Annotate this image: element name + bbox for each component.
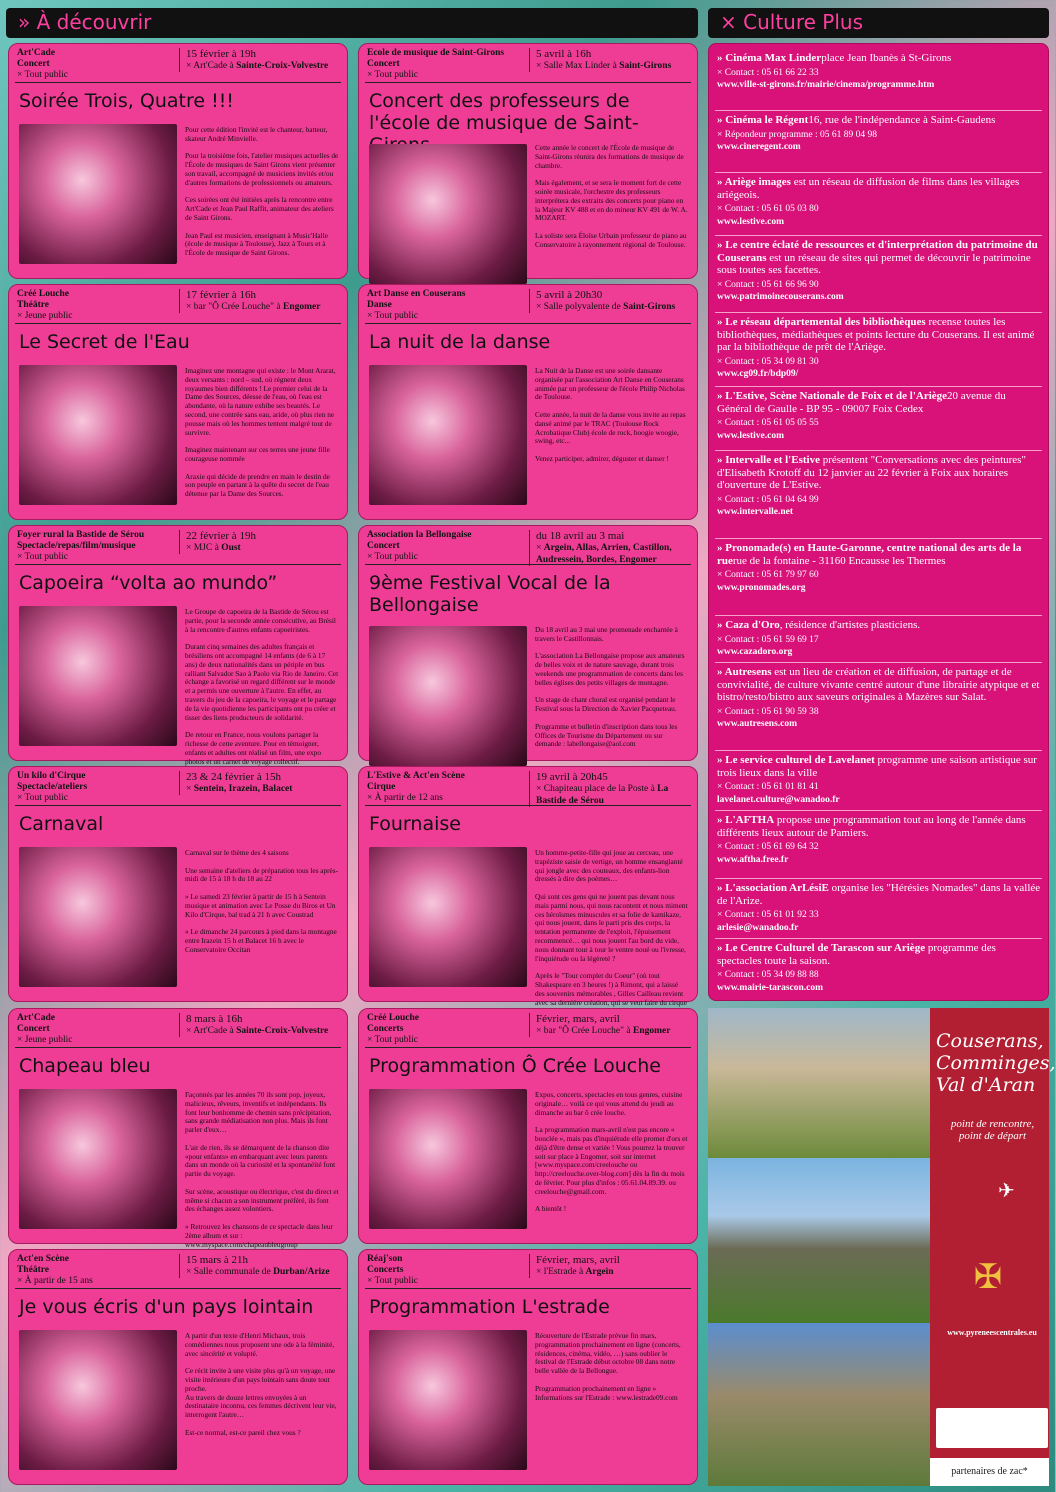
divider bbox=[15, 1288, 341, 1289]
culture-item-desc: présentent "Conversations avec des peintures" d'Elisabeth Krotoff du 12 janvier au 22 février à Foix aux horaires d'ouverture de L'Estive. bbox=[717, 454, 1026, 491]
event-card bbox=[8, 1008, 348, 1249]
ad-title: Couserans, Comminges, Val d'Aran bbox=[936, 1030, 1056, 1096]
culture-plus-panel bbox=[708, 43, 1049, 1001]
event-photo bbox=[19, 606, 177, 746]
culture-item bbox=[717, 114, 1043, 154]
culture-item-name: » L'association ArLésiE bbox=[717, 882, 829, 894]
culture-item-name: » Cinéma le Régent bbox=[717, 114, 809, 126]
divider bbox=[15, 323, 341, 324]
event-category: Théâtre bbox=[17, 300, 50, 310]
divider bbox=[715, 110, 1042, 111]
divider bbox=[715, 312, 1042, 313]
event-audience: × Tout public bbox=[367, 70, 418, 80]
event-card bbox=[358, 1008, 698, 1244]
culture-item bbox=[717, 316, 1043, 381]
event-photo bbox=[369, 365, 527, 505]
event-category: Concert bbox=[367, 59, 400, 69]
event-date: 15 mars à 21h bbox=[186, 1254, 249, 1266]
event-meta bbox=[367, 530, 527, 563]
event-description: Cette année le concert de l'École de musique de Saint-Girons réunira des formations de musique de chambre. Mais également, et se sera le moment fort de cette soirée musicale, l'orchestre des professeurs interprétera des extraits des concerts pour piano en la Majeur KV 488 et en do mineur KV 491 de W. A. MOZART. La soliste sera Éloïse Urbain professeur de piano au Conservatoire à rayonnement régional de Toulouse. bbox=[535, 143, 688, 249]
event-description: Carnaval sur le thème des 4 saisons Une semaine d'ateliers de préparation tous les après-midi de 15 à 18 h du 18 au 22 » Le samedi 23 février à partir de 15 h à Sentein musique et animation avec Le Posse du Biros et Un Kilo d'Cirque, bal trad à 21 h avec Coustrad » Le dimanche 24 parcours à pied dans la montagne entre Irazein 15 h et Balacet 16 h avec le Conservatoire Occitan bbox=[185, 848, 339, 954]
event-description: Le Groupe de capoeira de la Bastide de Sérou est partie, pour la seconde année consécutive, au Brésil à la rencontre d'autres enfants capoeiristes. Durant cinq semaines des adultes français et brésiliens ont accompagné 14 enfants (de 6 à 17 ans) de deux nationalités dans un périple en bus ralliant Salvador Sao à Paolo via Rio de Janeiro. Cet échange a favorisé un regard différent sur le monde et a permis une ouverture à l'autre. En effet, au travers du jeu de la capoeira, le voyage et le partage de la vie quotidienne les participants ont pu créer et tisser des liens producteurs de solidarité. De retour en France, nous voulons partager la richesse de cette aventure. Pour en témoigner, enfants et adultes ont réalisé un film, une expo photos et un carnet de voyage collectif. bbox=[185, 607, 339, 766]
event-when bbox=[179, 1013, 341, 1037]
event-title: Chapeau bleu bbox=[19, 1055, 151, 1077]
event-when bbox=[179, 48, 341, 72]
event-place-town: Engomer bbox=[633, 1026, 671, 1036]
culture-item bbox=[717, 390, 1043, 442]
culture-item-name: » Intervalle et l'Estive bbox=[717, 454, 820, 466]
event-place-prefix: × bbox=[186, 784, 194, 794]
event-when bbox=[179, 530, 341, 554]
event-description: Réouverture de l'Estrade prévue fin mars, programmation prochainement en ligne (concerts, résidences, cinéma, vidéo, …) sans oublier le festival de l'Estrade début octobre 08 dans notre belle vallée de la Bellongue. Programmation prochainement en ligne » Informations sur l'Estrade : www.lestrade09.com bbox=[535, 1331, 681, 1402]
event-organizer: L'Estive & Act'en Scène bbox=[367, 771, 465, 781]
event-photo bbox=[19, 365, 177, 505]
event-place-town: Oust bbox=[221, 543, 241, 553]
ad-url[interactable]: www.pyreneescentrales.eu bbox=[947, 1328, 1037, 1337]
event-audience: × Tout public bbox=[367, 311, 418, 321]
culture-item bbox=[717, 454, 1043, 519]
divider bbox=[365, 1288, 691, 1289]
event-meta bbox=[367, 48, 527, 81]
event-place bbox=[536, 783, 691, 807]
culture-item-name: » Caza d'Oro bbox=[717, 619, 780, 631]
event-date: 5 avril à 16h bbox=[536, 48, 592, 60]
event-audience: × Tout public bbox=[17, 70, 68, 80]
event-description: A partir d'un texte d'Henri Michaux, trois comédiennes nous proposent une ode à la féminité, avec sincérité et volupté. Ce récit invite à une visite plus qu'à un voyage, une visite intérieure d'un pays lointain sans doute tout proche. Au travers de douze lettres envoyées à un destinataire inconnu, ces femmes décrivent leur vie, interrogent l'autre… Est-ce normal, est-ce pareil chez vous ? bbox=[185, 1331, 337, 1437]
event-meta bbox=[17, 1013, 177, 1046]
event-title: Concert des professeurs de l'école de musique de Saint- bbox=[369, 90, 639, 134]
event-place bbox=[536, 60, 691, 72]
event-photo bbox=[369, 1330, 527, 1470]
divider bbox=[715, 450, 1042, 451]
event-photo bbox=[369, 1089, 527, 1229]
culture-item-link[interactable]: www.lestive.com bbox=[717, 216, 785, 227]
event-card bbox=[358, 284, 698, 520]
event-organizer: Art'Cade bbox=[17, 1013, 55, 1023]
event-place bbox=[186, 1025, 341, 1037]
culture-item-name: » L'AFTHA bbox=[717, 814, 775, 826]
event-place bbox=[186, 783, 341, 795]
event-category: Concert bbox=[17, 1024, 50, 1034]
section-header-culture: × Culture Plus bbox=[708, 8, 1049, 38]
event-date: 15 février à 19h bbox=[186, 48, 256, 60]
culture-item-link[interactable]: www.autresens.com bbox=[717, 719, 798, 729]
event-date: Février, mars, avril bbox=[536, 1013, 620, 1025]
culture-item bbox=[717, 176, 1043, 228]
culture-item-desc: 16, rue de l'indépendance à Saint-Gaudens bbox=[808, 114, 996, 126]
event-place-town: Sainte-Croix-Volvestre bbox=[236, 1026, 329, 1036]
culture-item-desc: programme des spectacles toute la saison. bbox=[717, 942, 996, 967]
event-when bbox=[529, 1254, 691, 1278]
event-place bbox=[186, 301, 341, 313]
divider bbox=[715, 938, 1042, 939]
culture-item-desc: programme une saison artistique sur trois lieux dans la ville bbox=[717, 754, 1037, 779]
culture-item-desc: organise les "Hérésies Nomades" dans la vallée de l'Arize. bbox=[717, 882, 1041, 907]
culture-item-contact: × Répondeur programme : 05 61 89 04 98 bbox=[717, 129, 877, 140]
divider bbox=[365, 323, 691, 324]
divider bbox=[15, 805, 341, 806]
culture-item-desc: recense toutes les bibliothèques, médiathèques et points lecture du Couserans. Il est animé par la bibliothèque de prêt de l'Ariège. bbox=[717, 316, 1035, 353]
divider bbox=[15, 1047, 341, 1048]
event-audience: × Tout public bbox=[367, 1035, 418, 1045]
event-category: Cirque bbox=[367, 782, 396, 792]
tourism-ad bbox=[708, 1008, 1056, 1486]
event-meta bbox=[367, 1254, 527, 1287]
event-date: 23 & 24 février à 15h bbox=[186, 771, 281, 783]
culture-item-link[interactable]: www.ville-st-girons.fr/mairie/cinema/programme.htm bbox=[717, 80, 935, 90]
event-category: Concert bbox=[367, 541, 400, 551]
event-place-town: Argein, Allas, Arrien, Castillon, Audressein, Bordes, Engomer bbox=[536, 543, 672, 565]
event-card bbox=[8, 766, 348, 1002]
event-audience: × Tout public bbox=[367, 552, 418, 562]
event-when bbox=[529, 530, 691, 566]
event-place-prefix: × Salle Max Linder à bbox=[536, 61, 620, 71]
culture-item bbox=[717, 52, 1043, 92]
culture-item-desc: propose une programmation tout au long de l'année dans différents lieux autour de Pamiers. bbox=[717, 814, 1026, 839]
event-description: Expos, concerts, spectacles en tous genres, cuisine originale… voilà ce qui vous attend du jeudi au dimanche au bar ô crée louche. La programmation mars-avril n'est pas encore « bouclée », mais pas d'inquiétude elle promet d'ors et déjà d'être dense et variée ! Vous pourrez la trouver soit sur place à Engomer, soit sur internet [www.myspace.com/creelouche ou http://creelouche.over-blog.com] dès la fin du mois de février. Pour plus d'infos : 05.61.04.89.39. ou creelouche@gmail.com. A bientôt ! bbox=[535, 1090, 688, 1214]
partner-logos bbox=[936, 1408, 1048, 1448]
culture-item-contact: × Contact : 05 34 09 88 88 bbox=[717, 970, 819, 980]
event-category: Concerts bbox=[367, 1265, 404, 1275]
event-meta bbox=[17, 771, 177, 804]
culture-item bbox=[717, 542, 1043, 594]
event-place bbox=[536, 1266, 691, 1278]
divider bbox=[715, 810, 1042, 811]
culture-item-name: » Cinéma Max Linder bbox=[717, 52, 822, 64]
culture-item-contact: × Contact : 05 61 05 03 80 bbox=[717, 204, 819, 214]
culture-item bbox=[717, 754, 1043, 806]
culture-item-name: » Le centre éclaté de ressources et d'interprétation du patrimoine du Couserans bbox=[717, 239, 1038, 264]
culture-item-contact: × Contact : 05 61 59 69 17 bbox=[717, 634, 819, 645]
event-title: Le Secret de l'Eau bbox=[19, 331, 190, 353]
culture-item-desc: place Jean Ibanès à St-Girons bbox=[821, 52, 952, 64]
event-when bbox=[529, 1013, 691, 1037]
culture-item-contact: × Contact : 05 34 09 81 30 bbox=[717, 356, 819, 367]
event-card bbox=[358, 766, 698, 1007]
divider bbox=[365, 1047, 691, 1048]
culture-item bbox=[717, 666, 1043, 731]
event-place-prefix: × Art'Cade à bbox=[186, 61, 237, 71]
event-when bbox=[179, 771, 341, 795]
event-when bbox=[179, 1254, 341, 1278]
event-category: Spectacle/repas/film/musique bbox=[17, 541, 136, 551]
event-place-town: Engomer bbox=[283, 302, 321, 312]
event-category: Concerts bbox=[367, 1024, 404, 1034]
event-place-town: Argein bbox=[585, 1267, 614, 1277]
event-audience: × Tout public bbox=[17, 552, 68, 562]
event-photo bbox=[19, 1089, 177, 1229]
event-audience: × Jeune public bbox=[17, 1035, 73, 1045]
culture-item bbox=[717, 814, 1043, 866]
event-place-prefix: × MJC à bbox=[186, 543, 222, 553]
event-when bbox=[529, 771, 691, 807]
event-meta bbox=[367, 771, 527, 804]
culture-item-desc: est un réseau de sites qui permet de découvrir le patrimoine sous toutes ses facettes. bbox=[717, 251, 1031, 276]
event-date: Février, mars, avril bbox=[536, 1254, 620, 1266]
event-audience: × À partir de 12 ans bbox=[367, 793, 443, 803]
culture-item-link[interactable]: www.cineregent.com bbox=[717, 142, 801, 152]
event-description: Imaginez une montagne qui existe : le Mont Ararat, deux versants : nord – sud, où régnent deux royaumes bien différents ! Le premier celui de la Dame des Sources, déesse de l'eau, où l'eau est abondante, où la nature exhibe ses beautés. Le second, une contrée sans eau, aride, où plus rien ne pousse mais où les hommes tentent malgré tout de survivre. Imaginez maintenant sur ces terres une jeune fille courageuse nommée Araxie qui décide de prendre en main le destin de son peuple en partant à la quête du secret de l'eau détenue par la Dame des Sources. bbox=[185, 366, 336, 499]
culture-item-link[interactable]: arlesie@wanadoo.fr bbox=[717, 922, 799, 933]
culture-item-link[interactable]: www.patrimoinecouserans.com bbox=[717, 292, 844, 302]
event-meta bbox=[17, 48, 177, 81]
event-audience: × À partir de 15 ans bbox=[17, 1276, 93, 1286]
event-photo bbox=[19, 1330, 177, 1470]
culture-item-name: » L'Estive, Scène Nationale de Foix et de l'Ariège bbox=[717, 390, 948, 402]
event-description: La Nuit de la Danse est une soirée dansante organisée par l'association Art Danse en Couserans animée par un professeur de l'école Philip Nicholas de Toulouse. Cette année, la nuit de la danse vous invite au repas dansé animé par le TRAC (Toulouse Rock Acrobatique Club) école de rock, boogie woogie, swing, etc... Venez participer, admirer, déguster et danser ! bbox=[535, 366, 686, 463]
event-title: 9ème Festival Vocal de la Bellongaise bbox=[369, 572, 611, 616]
event-place-town: Saint-Girons bbox=[623, 302, 676, 312]
divider bbox=[715, 615, 1042, 616]
culture-item-desc: , résidence d'artistes plasticiens. bbox=[779, 619, 921, 631]
culture-item-desc: 20 avenue du Général de Gaulle - BP 95 - 09007 Foix Cedex bbox=[717, 390, 1006, 415]
divider bbox=[715, 750, 1042, 751]
culture-item-desc: est un réseau de diffusion de films dans les villages ariégeois. bbox=[717, 176, 1020, 201]
event-category: Théâtre bbox=[17, 1265, 50, 1275]
divider bbox=[15, 82, 341, 83]
event-photo bbox=[369, 626, 527, 766]
event-place-prefix: × bar "Ô Crée Louche" à bbox=[536, 1026, 633, 1036]
culture-item-contact: × Contact : 05 61 90 59 38 bbox=[717, 706, 819, 717]
culture-item-desc: rue de la fontaine - 31160 Encausse les Thermes bbox=[732, 554, 946, 567]
event-meta bbox=[17, 289, 177, 322]
divider bbox=[715, 172, 1042, 173]
event-meta bbox=[367, 1013, 527, 1046]
event-card bbox=[8, 1249, 348, 1485]
event-title: Carnaval bbox=[19, 813, 104, 835]
event-card bbox=[358, 43, 698, 279]
event-place-prefix: × Salle polyvalente de bbox=[536, 302, 624, 312]
event-when bbox=[529, 289, 691, 313]
culture-item-link[interactable]: lavelanet.culture@wanadoo.fr bbox=[717, 794, 840, 805]
divider bbox=[15, 564, 341, 565]
event-photo bbox=[369, 847, 527, 987]
culture-item bbox=[717, 619, 1043, 659]
culture-item-contact: × Contact : 05 61 66 96 90 bbox=[717, 279, 819, 290]
event-date: du 18 avril au 3 mai bbox=[536, 530, 625, 542]
event-title: Fournaise bbox=[369, 813, 461, 835]
event-date: 17 février à 16h bbox=[186, 289, 256, 301]
culture-item-link[interactable]: www.intervalle.net bbox=[717, 507, 793, 517]
divider bbox=[365, 805, 691, 806]
event-place-town: Durban/Arize bbox=[273, 1267, 330, 1277]
divider bbox=[715, 662, 1042, 663]
event-organizer: Créé Louche bbox=[17, 289, 69, 299]
event-organizer: Ecole de musique de Saint-Girons bbox=[367, 48, 505, 58]
event-organizer: Un kilo d'Cirque bbox=[17, 771, 86, 781]
event-card bbox=[358, 1249, 698, 1485]
event-date: 22 février à 19h bbox=[186, 530, 256, 542]
culture-item-contact: × Contact : 05 61 05 05 55 bbox=[717, 418, 819, 428]
event-place bbox=[186, 60, 341, 72]
divider bbox=[715, 386, 1042, 387]
culture-item-name: » Le Centre Culturel de Tarascon sur Ariège bbox=[717, 942, 926, 954]
event-category: Spectacle/ateliers bbox=[17, 782, 88, 792]
culture-item-contact: × Contact : 05 61 01 81 41 bbox=[717, 782, 819, 792]
culture-item-link[interactable]: www.aftha.free.fr bbox=[717, 854, 789, 865]
event-place bbox=[186, 1266, 341, 1278]
event-audience: × Tout public bbox=[17, 793, 68, 803]
divider bbox=[715, 235, 1042, 236]
culture-item-link[interactable]: www.cazadoro.org bbox=[717, 647, 793, 657]
culture-item-link[interactable]: www.mairie-tarascon.com bbox=[717, 982, 824, 993]
divider bbox=[715, 538, 1042, 539]
culture-item-name: » Pronomade(s) en Haute-Garonne, centre national des arts de la rue bbox=[717, 542, 1022, 567]
divider bbox=[715, 878, 1042, 879]
event-place-prefix: × Salle communale de bbox=[186, 1267, 274, 1277]
event-place-town: Sentein, Irazein, Balacet bbox=[193, 784, 293, 794]
event-place-prefix: × Art'Cade à bbox=[186, 1026, 237, 1036]
culture-item bbox=[717, 882, 1043, 934]
culture-item-contact: × Contact : 05 61 79 97 60 bbox=[717, 570, 819, 580]
culture-item-link[interactable]: www.lestive.com bbox=[717, 430, 785, 441]
ad-partners: partenaires de zac* bbox=[930, 1458, 1049, 1486]
culture-item-link[interactable]: www.pronomades.org bbox=[717, 582, 806, 593]
culture-item bbox=[717, 942, 1043, 994]
event-place-prefix: × bbox=[536, 543, 544, 553]
event-date: 8 mars à 16h bbox=[186, 1013, 243, 1025]
ad-photo-church bbox=[708, 1323, 930, 1486]
event-photo bbox=[369, 144, 527, 284]
event-category: Danse bbox=[367, 300, 392, 310]
culture-item-link[interactable]: www.cg09.fr/bdp09/ bbox=[717, 369, 799, 379]
event-card bbox=[8, 525, 348, 766]
event-place-town: La Bastide de Sérou bbox=[536, 784, 669, 806]
event-place bbox=[536, 301, 691, 313]
culture-item-contact: × Contact : 05 61 66 22 33 bbox=[717, 67, 819, 78]
occitan-cross-icon: ✠ bbox=[973, 1259, 1003, 1296]
culture-item-contact: × Contact : 05 61 01 92 33 bbox=[717, 910, 819, 920]
event-title: Programmation Ô Crée Louche bbox=[369, 1055, 661, 1077]
culture-item-name: » Le réseau départemental des bibliothèques bbox=[717, 316, 926, 328]
event-date: 19 avril à 20h45 bbox=[536, 771, 608, 783]
section-header-discover: » À découvrir bbox=[6, 8, 698, 38]
event-photo bbox=[19, 847, 177, 987]
event-description: Du 18 avril au 3 mai une promenade enchantée à travers le Castillonnais. L'association La Bellongaise propose aux amateurs de belles voix et de nature sauvage, durant trois weekends une programmation de concerts dans les belles églises des petits villages de montagne. Un stage de chant choral est organisé pendant le Festival sous la Direction de Xavier Pacqueteau. Programme et bulletin d'inscription dans tous les Offices de Tourisme du Département ou sur demande : labellongaise@aol.com bbox=[535, 625, 685, 749]
event-place bbox=[536, 542, 691, 566]
event-title: La nuit de la danse bbox=[369, 331, 551, 353]
culture-item-name: » Autresens bbox=[717, 666, 772, 678]
event-organizer: Art'Cade bbox=[17, 48, 55, 58]
event-title: Je vous écris d'un pays lointain bbox=[19, 1296, 314, 1318]
event-organizer: Art Danse en Couserans bbox=[367, 289, 466, 299]
event-place bbox=[186, 542, 341, 554]
event-place-prefix: × bar "Ô Crée Louche" à bbox=[186, 302, 283, 312]
event-organizer: Foyer rural la Bastide de Sérou bbox=[17, 530, 145, 540]
ad-photo-village bbox=[708, 1008, 930, 1158]
event-organizer: Act'en Scène bbox=[17, 1254, 69, 1264]
event-place bbox=[536, 1025, 691, 1037]
event-date: 5 avril à 20h30 bbox=[536, 289, 603, 301]
event-meta bbox=[367, 289, 527, 322]
event-description: Façonnés par les années 70 ils sont pop, joyeux, malicieux, rêveurs, inventifs et indépendants. Ils font leur bonhomme de chemin sans précipitation, sans grande médiatisation non plus. Mais ils font parler d'eux… L'air de rien, ils se démarquent de la chanson dite «pour enfants» en embarquant avec leurs parents dans un monde où la curiosité et la spontanéité font partie du voyage. Sur scène, acoustique ou électrique, c'est du direct et même si chacun a son instrument préféré, ils font des échanges assez volontiers. » Retrouvez les chansons de ce spectacle dans leur 2ème album et sur : www.myspace.com/chapeaubleugroup bbox=[185, 1090, 339, 1249]
divider bbox=[365, 82, 691, 83]
culture-item-contact: × Contact : 05 61 69 64 32 bbox=[717, 842, 819, 852]
event-audience: × Jeune public bbox=[17, 311, 73, 321]
event-card bbox=[8, 284, 348, 520]
event-card bbox=[358, 525, 698, 761]
divider bbox=[365, 564, 691, 565]
event-when bbox=[179, 289, 341, 313]
culture-item-name: » Le service culturel de Lavelanet bbox=[717, 754, 875, 766]
culture-item-name: » Ariège images bbox=[717, 176, 791, 188]
event-when bbox=[529, 48, 691, 72]
event-organizer: Créé Louche bbox=[367, 1013, 419, 1023]
event-place-town: Sainte-Croix-Volvestre bbox=[236, 61, 329, 71]
event-meta bbox=[17, 530, 177, 563]
event-audience: × Tout public bbox=[367, 1276, 418, 1286]
event-title: Soirée Trois, Quatre !!! bbox=[19, 90, 234, 112]
ad-photo-ruins bbox=[708, 1158, 930, 1323]
event-place-prefix: × l'Estrade à bbox=[536, 1267, 586, 1277]
event-card bbox=[8, 43, 348, 279]
event-meta bbox=[17, 1254, 177, 1287]
event-description: Pour cette édition l'invité est le chanteur, batteur, skateur André Minvielle. Pour la troisième fois, l'atelier musiques actuelles de l'École de musiques de Saint Girons vient présenter son travail, accompagné de musiciens invités et/ou d'autres formations de professionnels ou amateurs. Ces soirées ont été initiées après la rencontre entre Art'Cade et Jean Paul Raffit, animateur des ateliers de Saint Girons. Jean Paul est musicien, enseignant à Music'Halle (école de musique à Toulouse), Jazz à Tours et à l'École de musique de Saint Girons. bbox=[185, 125, 339, 258]
culture-item-desc: est un lieu de création et de diffusion, de partage et de convivialité, de culture vivante centré autour d'une librairie atypique et et bistro/resto/bistro aux saveurs originales à Mazères sur Salat. bbox=[717, 666, 1040, 703]
event-place-town: Saint-Girons bbox=[619, 61, 672, 71]
event-title: Programmation L'estrade bbox=[369, 1296, 610, 1318]
bird-icon: ✈ bbox=[998, 1180, 1015, 1202]
event-category: Concert bbox=[17, 59, 50, 69]
event-photo bbox=[19, 124, 177, 264]
culture-item bbox=[717, 239, 1043, 304]
event-organizer: Association la Bellongaise bbox=[367, 530, 472, 540]
event-place-prefix: × Chapiteau place de la Poste à bbox=[536, 784, 658, 794]
culture-item-contact: × Contact : 05 61 04 64 99 bbox=[717, 494, 819, 505]
event-description: Un homme-petite-fille qui joue au cerceau, une trapéziste saisie de vertige, un homme ensanglanté qui jongle avec des couteaux, des enfants-lion dressés à dire des poèmes… Qui sont ces gens qui ne jouent pas devant nous mais parmi nous, qui nous racontent et nous miment ces héroïsmes minuscules et sa folie de kamikaze, qui nous jouent, dans le parti pris des corps, la tentation permanente de l'exploit, l'épuisement recommencé… qui nous jouent l'au bord du vide, nous donnant tour à tour le ventre noué ou l'ivresse, l'inquiétude ou la légèreté ? Après le "Tour complet du Coeur" (où tout Shakespeare en 3 heures !) à Rimont, qui a laissé des souvenirs mémorables , Gilles Cailleau revient avec sa dernière création, qui se veut faire du cirque bbox=[535, 848, 688, 1007]
ad-subtitle: point de rencontre, point de départ bbox=[950, 1118, 1035, 1142]
event-title: Capoeira “volta ao mundo” bbox=[19, 572, 278, 594]
event-organizer: Réaj'son bbox=[367, 1254, 403, 1264]
